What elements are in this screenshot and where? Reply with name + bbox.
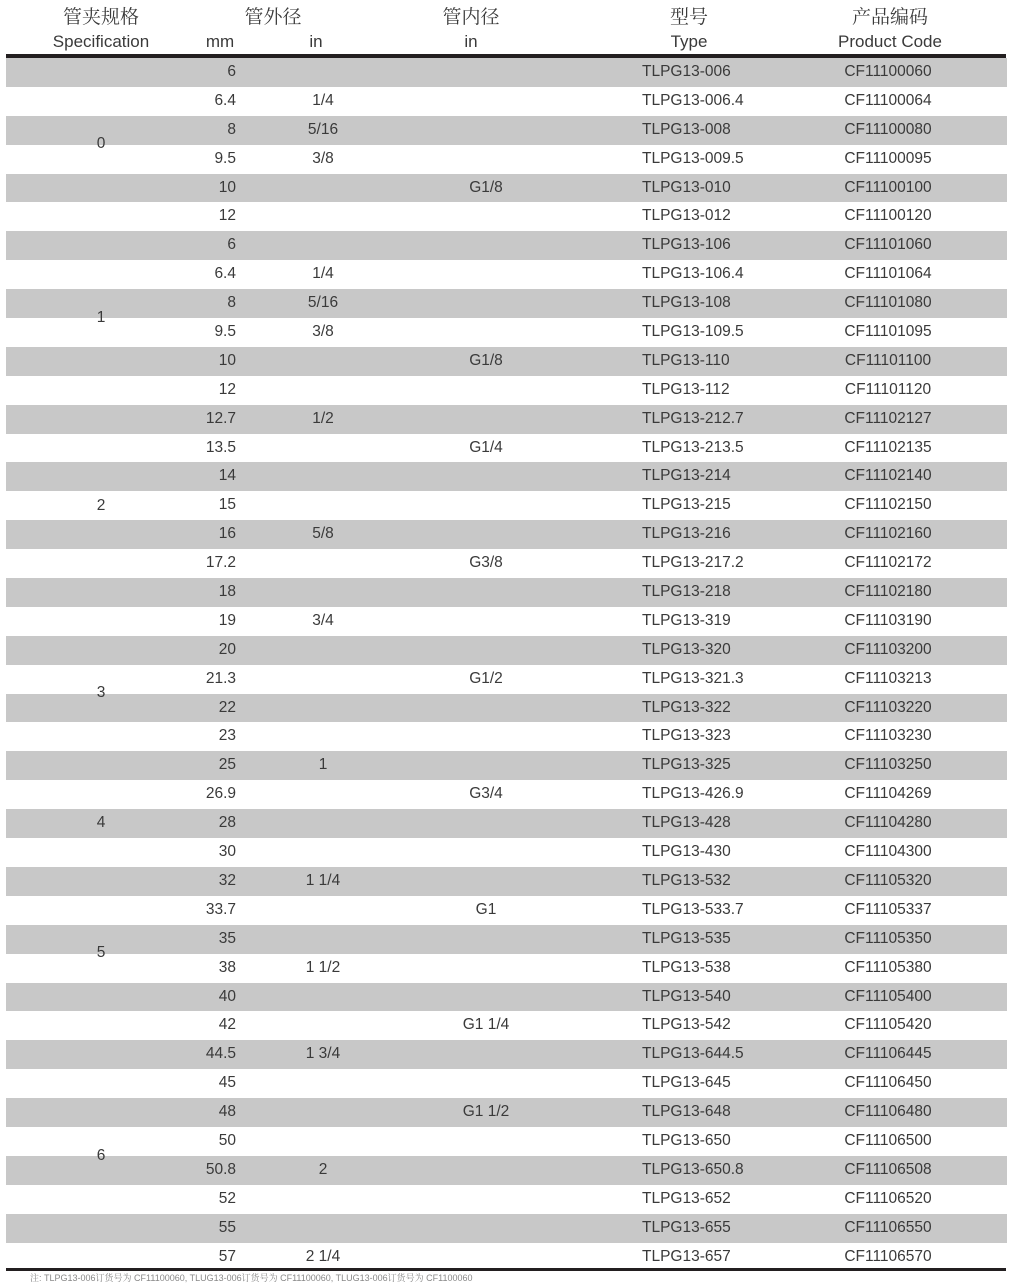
cell-type: TLPG13-010 [642, 178, 731, 196]
spec-group-label: 4 [96, 814, 106, 832]
cell-product-code: CF11103250 [844, 756, 932, 774]
cell-product-code: CF11106508 [844, 1160, 932, 1178]
spec-group-label: 2 [96, 496, 106, 514]
cell-od-in: 5/16 [307, 294, 339, 312]
table-row [6, 607, 1007, 636]
table-row [6, 434, 1007, 463]
cell-od-in: 2 1/4 [305, 1247, 341, 1265]
cell-od-mm: 20 [218, 640, 236, 658]
cell-type: TLPG13-535 [642, 929, 731, 947]
cell-product-code: CF11106445 [844, 1045, 932, 1063]
cell-od-mm: 6 [227, 236, 236, 254]
cell-product-code: CF11102140 [844, 467, 932, 485]
cell-od-mm: 12 [218, 380, 236, 398]
cell-od-mm: 55 [218, 1218, 236, 1236]
cell-type: TLPG13-533.7 [642, 900, 744, 918]
cell-product-code: CF11101080 [844, 294, 932, 312]
header-od-in: in [309, 32, 323, 51]
header-id-in: in [464, 32, 478, 51]
cell-type: TLPG13-320 [642, 640, 731, 658]
table-row [6, 1069, 1007, 1098]
table-row [6, 116, 1007, 145]
spec-group-label: 1 [96, 308, 106, 326]
table-row [6, 1098, 1007, 1127]
cell-id-in: G3/4 [469, 785, 503, 803]
table-row [6, 289, 1007, 318]
cell-od-mm: 21.3 [205, 669, 236, 687]
cell-od-mm: 13.5 [205, 438, 236, 456]
cell-od-mm: 30 [218, 843, 236, 861]
cell-od-mm: 35 [218, 929, 236, 947]
cell-id-in: G1 1/2 [462, 1103, 510, 1121]
table-row [6, 318, 1007, 347]
cell-od-mm: 32 [218, 871, 236, 889]
cell-product-code: CF11105400 [844, 987, 932, 1005]
table-row [6, 202, 1007, 231]
spec-group-label: 5 [96, 944, 106, 962]
cell-od-mm: 48 [218, 1103, 236, 1121]
table-row [6, 838, 1007, 867]
cell-od-mm: 33.7 [205, 900, 236, 918]
cell-od-in: 2 [318, 1160, 328, 1178]
cell-id-in: G3/8 [469, 554, 503, 572]
cell-product-code: CF11103190 [844, 611, 932, 629]
cell-product-code: CF11105380 [844, 958, 932, 976]
cell-type: TLPG13-325 [642, 756, 731, 774]
cell-type: TLPG13-214 [642, 467, 731, 485]
cell-type: TLPG13-009.5 [642, 149, 744, 167]
cell-od-mm: 22 [218, 698, 236, 716]
cell-product-code: CF11106570 [844, 1247, 932, 1265]
cell-od-mm: 40 [218, 987, 236, 1005]
table-row [6, 694, 1007, 723]
cell-product-code: CF11103220 [844, 698, 932, 716]
cell-type: TLPG13-319 [642, 611, 731, 629]
cell-type: TLPG13-650 [642, 1131, 731, 1149]
cell-od-in: 1/4 [312, 265, 334, 283]
table-row [6, 983, 1007, 1012]
cell-product-code: CF11100080 [844, 120, 932, 138]
cell-product-code: CF11105320 [844, 871, 932, 889]
table-row [6, 260, 1007, 289]
cell-type: TLPG13-532 [642, 871, 731, 889]
table-row [6, 231, 1007, 260]
cell-type: TLPG13-540 [642, 987, 731, 1005]
cell-od-mm: 10 [218, 351, 236, 369]
table-header [0, 0, 1013, 56]
cell-type: TLPG13-321.3 [642, 669, 744, 687]
cell-product-code: CF11103200 [844, 640, 932, 658]
cell-type: TLPG13-644.5 [642, 1045, 744, 1063]
cell-product-code: CF11106550 [844, 1218, 932, 1236]
cell-od-mm: 38 [218, 958, 236, 976]
cell-od-mm: 14 [218, 467, 236, 485]
cell-type: TLPG13-657 [642, 1247, 731, 1265]
cell-od-mm: 50 [218, 1131, 236, 1149]
cell-product-code: CF11100060 [844, 63, 932, 80]
cell-od-in: 1/4 [312, 91, 334, 109]
cell-product-code: CF11101100 [844, 351, 932, 369]
cell-type: TLPG13-426.9 [642, 785, 744, 803]
cell-product-code: CF11100095 [844, 149, 932, 167]
table-row [6, 87, 1007, 116]
cell-od-mm: 52 [218, 1189, 236, 1207]
cell-type: TLPG13-322 [642, 698, 731, 716]
cell-product-code: CF11104300 [844, 843, 932, 861]
cell-type: TLPG13-538 [642, 958, 731, 976]
cell-product-code: CF11105350 [844, 929, 932, 947]
cell-od-mm: 12.7 [205, 409, 236, 427]
cell-od-mm: 8 [227, 120, 236, 138]
cell-id-in: G1/8 [469, 178, 503, 196]
cell-product-code: CF11106450 [844, 1074, 932, 1092]
cell-od-mm: 23 [218, 727, 236, 745]
cell-type: TLPG13-652 [642, 1189, 731, 1207]
cell-od-mm: 9.5 [214, 149, 236, 167]
table-row [6, 462, 1007, 491]
cell-type: TLPG13-655 [642, 1218, 731, 1236]
cell-od-in: 5/16 [307, 120, 339, 138]
table-row [6, 665, 1007, 694]
cell-id-in: G1 1/4 [462, 1016, 510, 1034]
cell-type: TLPG13-106.4 [642, 265, 744, 283]
cell-od-in: 3/8 [312, 149, 334, 167]
table-row [6, 1011, 1007, 1040]
table-row [6, 1040, 1007, 1069]
cell-type: TLPG13-006 [642, 63, 731, 80]
cell-type: TLPG13-012 [642, 207, 731, 225]
cell-type: TLPG13-109.5 [642, 323, 744, 341]
cell-od-in: 3/8 [312, 323, 334, 341]
cell-product-code: CF11105420 [844, 1016, 932, 1034]
cell-type: TLPG13-106 [642, 236, 731, 254]
cell-product-code: CF11106520 [844, 1189, 932, 1207]
cell-type: TLPG13-213.5 [642, 438, 744, 456]
header-spec-en: Specification [52, 32, 150, 51]
table-body [6, 58, 1007, 1271]
cell-type: TLPG13-430 [642, 843, 731, 861]
cell-product-code: CF11101095 [844, 323, 932, 341]
header-od-mm: mm [205, 32, 235, 51]
cell-product-code: CF11103230 [844, 727, 932, 745]
cell-product-code: CF11102135 [844, 438, 932, 456]
cell-product-code: CF11102127 [844, 409, 932, 427]
cell-type: TLPG13-215 [642, 496, 731, 514]
table-row [6, 751, 1007, 780]
header-spec-zh: 管夹规格 [62, 7, 139, 28]
cell-od-mm: 18 [218, 583, 236, 601]
cell-od-in: 3/4 [312, 611, 334, 629]
cell-od-mm: 8 [227, 294, 236, 312]
table-row [6, 549, 1007, 578]
table-row [6, 1127, 1007, 1156]
cell-od-in: 1 1/2 [305, 958, 341, 976]
cell-od-mm: 16 [218, 525, 236, 543]
cell-od-in: 1 3/4 [305, 1045, 341, 1063]
table-row [6, 636, 1007, 665]
cell-product-code: CF11102160 [844, 525, 932, 543]
cell-od-in: 5/8 [312, 525, 334, 543]
cell-product-code: CF11104280 [844, 814, 932, 832]
cell-product-code: CF11106500 [844, 1131, 932, 1149]
table-row [6, 780, 1007, 809]
table-row [6, 376, 1007, 405]
table-row [6, 722, 1007, 751]
table-row [6, 809, 1007, 838]
cell-od-mm: 6.4 [214, 265, 236, 283]
cell-od-mm: 6.4 [214, 91, 236, 109]
table-row [6, 1214, 1007, 1243]
header-code-en: Product Code [838, 32, 942, 51]
cell-od-mm: 50.8 [205, 1160, 236, 1178]
table-row [6, 58, 1007, 87]
cell-od-mm: 28 [218, 814, 236, 832]
cell-type: TLPG13-542 [642, 1016, 731, 1034]
cell-product-code: CF11100100 [844, 178, 932, 196]
cell-product-code: CF11102180 [844, 583, 932, 601]
cell-product-code: CF11100120 [844, 207, 932, 225]
cell-id-in: G1/8 [469, 351, 503, 369]
table-row [6, 925, 1007, 954]
spec-group-label: 0 [96, 135, 106, 153]
cell-id-in: G1 [475, 900, 497, 918]
cell-id-in: G1/4 [469, 438, 503, 456]
cell-type: TLPG13-218 [642, 583, 731, 601]
cell-type: TLPG13-212.7 [642, 409, 744, 427]
cell-type: TLPG13-006.4 [642, 91, 744, 109]
cell-od-mm: 42 [218, 1016, 236, 1034]
cell-product-code: CF11101060 [844, 236, 932, 254]
cell-type: TLPG13-108 [642, 294, 731, 312]
cell-product-code: CF11102150 [844, 496, 932, 514]
table-row [6, 174, 1007, 203]
cell-od-mm: 10 [218, 178, 236, 196]
cell-type: TLPG13-428 [642, 814, 731, 832]
cell-od-mm: 57 [218, 1247, 236, 1265]
table-row [6, 954, 1007, 983]
cell-od-mm: 17.2 [205, 554, 236, 572]
cell-type: TLPG13-217.2 [642, 554, 744, 572]
cell-type: TLPG13-648 [642, 1103, 731, 1121]
cell-type: TLPG13-216 [642, 525, 731, 543]
table-row [6, 867, 1007, 896]
cell-od-mm: 15 [218, 496, 236, 514]
header-code-zh: 产品编码 [851, 7, 928, 28]
header-type-en: Type [670, 32, 708, 51]
cell-type: TLPG13-110 [642, 351, 730, 369]
spec-group-label: 6 [96, 1146, 106, 1164]
table-row [6, 405, 1007, 434]
table-row [6, 347, 1007, 376]
cell-type: TLPG13-650.8 [642, 1160, 744, 1178]
cell-od-mm: 12 [218, 207, 236, 225]
cell-od-mm: 26.9 [205, 785, 236, 803]
cell-od-mm: 9.5 [214, 323, 236, 341]
cell-type: TLPG13-323 [642, 727, 731, 745]
spec-group-label: 3 [96, 684, 106, 702]
table-row [6, 491, 1007, 520]
cell-product-code: CF11105337 [844, 900, 932, 918]
table-row [6, 520, 1007, 549]
cell-product-code: CF11102172 [844, 554, 932, 572]
cell-product-code: CF11106480 [844, 1103, 932, 1121]
header-type-zh: 型号 [669, 7, 708, 28]
cell-od-in: 1 [318, 756, 328, 774]
cell-product-code: CF11103213 [844, 669, 932, 687]
cell-type: TLPG13-112 [642, 380, 730, 398]
cell-product-code: CF11104269 [844, 785, 932, 803]
header-id-zh: 管内径 [442, 7, 500, 28]
table-row [6, 578, 1007, 607]
cell-od-mm: 6 [227, 63, 236, 80]
cell-od-in: 1 1/4 [305, 871, 341, 889]
cell-od-mm: 25 [218, 756, 236, 774]
table-row [6, 1156, 1007, 1185]
cell-product-code: CF11100064 [844, 91, 932, 109]
cell-od-in: 1/2 [312, 409, 334, 427]
cell-type: TLPG13-008 [642, 120, 731, 138]
cell-id-in: G1/2 [469, 669, 503, 687]
footnote: 注: TLPG13-006订货号为 CF11100060, TLUG13-006订货号为 CF11100060, TLUG13-006订货号为 CF1100060 [30, 1273, 473, 1283]
cell-od-mm: 44.5 [205, 1045, 236, 1063]
table-row [6, 1185, 1007, 1214]
table-row [6, 145, 1007, 174]
header-od-zh: 管外径 [244, 7, 302, 28]
cell-od-mm: 19 [218, 611, 236, 629]
cell-od-mm: 45 [218, 1074, 236, 1092]
cell-product-code: CF11101120 [844, 380, 932, 398]
cell-type: TLPG13-645 [642, 1074, 731, 1092]
cell-product-code: CF11101064 [844, 265, 932, 283]
table-row [6, 896, 1007, 925]
